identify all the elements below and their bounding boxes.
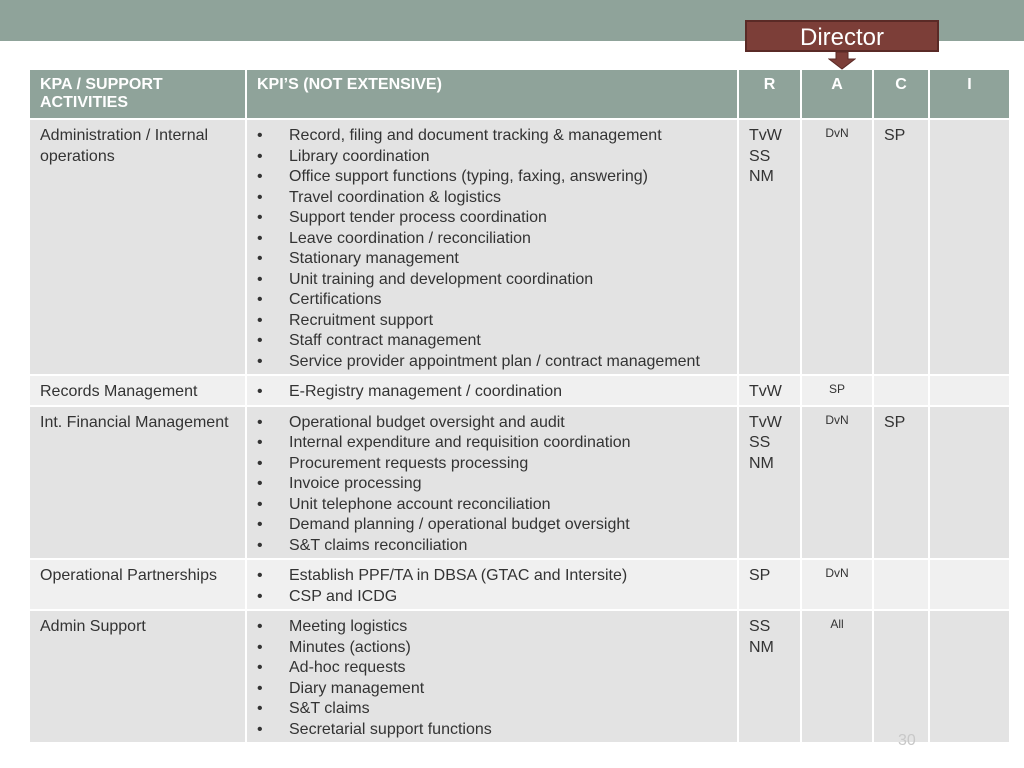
kpi-item: • Service provider appointment plan / contract management xyxy=(257,352,727,373)
kpi-cell xyxy=(247,376,737,405)
kpi-cell xyxy=(247,120,737,374)
kpi-item: • Ad-hoc requests xyxy=(257,658,727,679)
responsible-cell xyxy=(739,407,800,559)
header-consulted: C xyxy=(874,70,928,118)
header-informed: I xyxy=(930,70,1009,118)
table-row xyxy=(30,611,1009,742)
consulted-cell: SP xyxy=(874,120,928,374)
kpi-item: • Record, filing and document tracking & management xyxy=(257,126,727,147)
kpa-cell: Records Management xyxy=(30,376,245,405)
responsible-person: NM xyxy=(749,638,774,656)
table-header-row xyxy=(30,70,1009,118)
table-row xyxy=(30,560,1009,609)
kpi-item: • Internal expenditure and requisition coordination xyxy=(257,433,727,454)
director-callout: Director xyxy=(745,20,939,52)
kpi-item: • CSP and ICDG xyxy=(257,587,727,608)
kpi-item: • Demand planning / operational budget oversight xyxy=(257,515,727,536)
consulted-cell xyxy=(874,376,928,405)
header-responsible: R xyxy=(739,70,800,118)
kpi-item: • Secretarial support functions xyxy=(257,720,727,741)
kpi-item: • S&T claims reconciliation xyxy=(257,536,727,557)
kpi-item: • Operational budget oversight and audit xyxy=(257,413,727,434)
responsible-person: NM xyxy=(749,454,774,472)
kpa-cell: Administration / Internal operations xyxy=(30,120,245,374)
kpi-item: • Diary management xyxy=(257,679,727,700)
table-body xyxy=(30,120,1009,742)
header-accountable: A xyxy=(802,70,872,118)
kpi-item: • Recruitment support xyxy=(257,311,727,332)
kpi-list xyxy=(257,566,727,607)
responsible-person: SS xyxy=(749,434,771,451)
kpi-list xyxy=(257,126,727,372)
responsible-cell xyxy=(739,611,800,742)
kpi-item: • Invoice processing xyxy=(257,474,727,495)
kpi-item: • Unit training and development coordination xyxy=(257,270,727,291)
kpi-item: • Support tender process coordination xyxy=(257,208,727,229)
kpi-item: • Leave coordination / reconciliation xyxy=(257,229,727,250)
informed-cell xyxy=(930,560,1009,609)
responsible-person: TvW xyxy=(749,383,782,400)
page-number: 30 xyxy=(898,732,916,749)
responsible-cell xyxy=(739,376,800,405)
kpi-item: • Procurement requests processing xyxy=(257,454,727,475)
responsible-person: NM xyxy=(749,168,774,185)
informed-cell xyxy=(930,120,1009,374)
table-row xyxy=(30,120,1009,374)
consulted-cell xyxy=(874,560,928,609)
raci-table xyxy=(28,68,1011,744)
kpi-item: • Office support functions (typing, faxing, answering) xyxy=(257,167,727,188)
kpa-cell: Operational Partnerships xyxy=(30,560,245,609)
consulted-cell xyxy=(874,611,928,742)
kpi-item: • S&T claims xyxy=(257,699,727,720)
kpi-cell xyxy=(247,560,737,609)
kpi-item: • Unit telephone account reconciliation xyxy=(257,495,727,516)
kpi-item: • Certifications xyxy=(257,290,727,311)
responsible-person: SS xyxy=(749,147,771,165)
responsible-cell xyxy=(739,560,800,609)
kpi-cell xyxy=(247,407,737,559)
kpi-item: • Staff contract management xyxy=(257,331,727,352)
informed-cell xyxy=(930,611,1009,742)
table-row xyxy=(30,376,1009,405)
kpi-cell xyxy=(247,611,737,742)
accountable-cell: DvN xyxy=(802,120,872,374)
responsible-person: TvW xyxy=(749,127,782,144)
responsible-cell xyxy=(739,120,800,374)
responsible-person: SP xyxy=(749,567,771,584)
responsible-person: SS xyxy=(749,618,771,635)
table-row xyxy=(30,407,1009,559)
accountable-cell: DvN xyxy=(802,407,872,559)
kpi-item: • Stationary management xyxy=(257,249,727,270)
kpi-item: • Establish PPF/TA in DBSA (GTAC and Intersite) xyxy=(257,566,727,587)
kpa-cell: Admin Support xyxy=(30,611,245,742)
kpi-item: • Meeting logistics xyxy=(257,617,727,638)
accountable-cell: All xyxy=(802,611,872,742)
header-kpis: KPI’S (NOT EXTENSIVE) xyxy=(247,70,737,118)
header-kpa: KPA / SUPPORT ACTIVITIES xyxy=(30,70,245,118)
informed-cell xyxy=(930,376,1009,405)
responsible-person: TvW xyxy=(749,413,782,431)
consulted-cell: SP xyxy=(874,407,928,559)
kpi-item: • Minutes (actions) xyxy=(257,638,727,659)
kpi-item: • E-Registry management / coordination xyxy=(257,382,727,403)
accountable-cell: DvN xyxy=(802,560,872,609)
kpi-list xyxy=(257,382,727,403)
kpi-list xyxy=(257,617,727,740)
accountable-cell: SP xyxy=(802,376,872,405)
informed-cell xyxy=(930,407,1009,559)
kpi-item: • Travel coordination & logistics xyxy=(257,188,727,209)
kpi-item: • Library coordination xyxy=(257,147,727,168)
kpa-cell: Int. Financial Management xyxy=(30,407,245,559)
kpi-list xyxy=(257,413,727,557)
